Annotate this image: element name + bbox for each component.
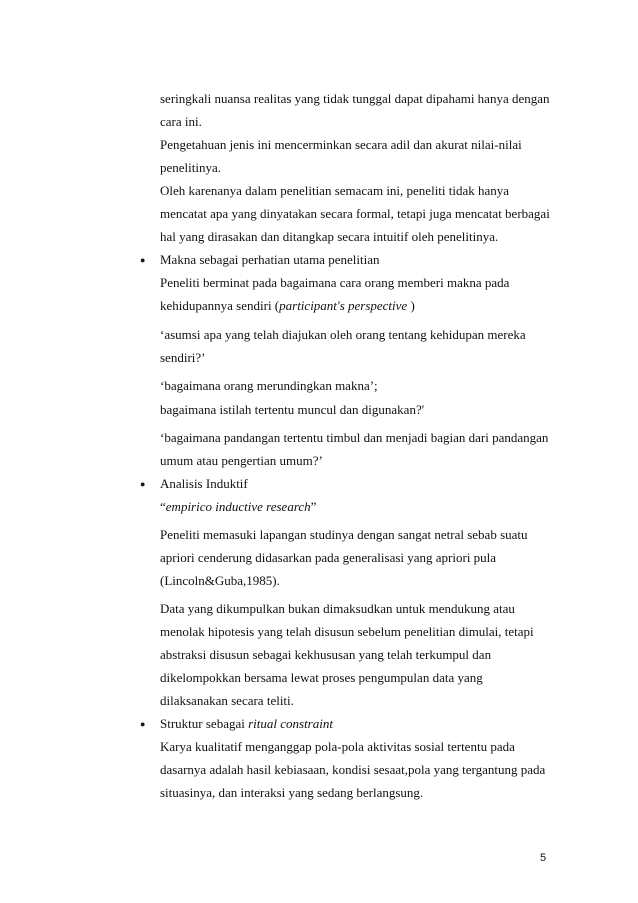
bullet-heading-struktur <box>160 716 333 732</box>
text-line <box>160 298 415 314</box>
text-line: Peneliti memasuki lapangan studinya dengan sangat netral sebab suatu <box>160 527 528 542</box>
text-line: Pengetahuan jenis ini mencerminkan secara adil dan akurat nilai-nilai <box>160 137 522 152</box>
text-line: hal yang dirasakan dan ditangkap secara intuitif oleh penelitinya. <box>160 229 499 244</box>
text-line: Peneliti berminat pada bagaimana cara orang memberi makna pada <box>160 275 510 290</box>
quote-line: ‘asumsi apa yang telah diajukan oleh orang tentang kehidupan mereka <box>160 327 526 342</box>
text-line: cara ini. <box>160 114 202 129</box>
quote-line: sendiri?’ <box>160 350 206 365</box>
text-line: seringkali nuansa realitas yang tidak tunggal dapat dipahami hanya dengan <box>160 91 550 106</box>
text-segment: Struktur sebagai <box>160 716 249 731</box>
quote-line: ‘bagaimana pandangan tertentu timbul dan menjadi bagian dari pandangan <box>160 430 549 445</box>
text-segment: ” <box>310 499 317 514</box>
text-line: menolak hipotesis yang telah disusun sebelum penelitian dimulai, tetapi <box>160 624 534 639</box>
italic-term: empirico inductive research <box>165 499 311 514</box>
bullet-icon: ● <box>140 719 146 729</box>
text-line: dilaksanakan secara teliti. <box>160 693 294 708</box>
quote-line: bagaimana istilah tertentu muncul dan digunakan?' <box>160 402 425 417</box>
text-line <box>160 499 316 515</box>
italic-term: ritual constraint <box>248 716 333 731</box>
quote-line: ‘bagaimana orang merundingkan makna’; <box>160 378 378 393</box>
bullet-heading-induktif: Analisis Induktif <box>160 476 248 491</box>
text-line: Data yang dikumpulkan bukan dimaksudkan untuk mendukung atau <box>160 601 515 616</box>
text-line: apriori cenderung didasarkan pada generalisasi yang apriori pula <box>160 550 497 565</box>
bullet-icon: ● <box>140 255 146 265</box>
quote-line: umum atau pengertian umum?’ <box>160 453 323 468</box>
italic-term: participant's perspective <box>279 298 408 313</box>
text-line: Karya kualitatif menganggap pola-pola aktivitas sosial tertentu pada <box>160 739 515 754</box>
text-line: (Lincoln&Guba,1985). <box>160 573 280 588</box>
bullet-heading-makna: Makna sebagai perhatian utama penelitian <box>160 252 380 267</box>
text-segment: ) <box>407 298 415 313</box>
text-line: mencatat apa yang dinyatakan secara formal, tetapi juga mencatat berbagai <box>160 206 550 221</box>
text-line: Oleh karenanya dalam penelitian semacam ini, peneliti tidak hanya <box>160 183 510 198</box>
text-line: penelitinya. <box>160 160 222 175</box>
text-line: abstraksi disusun sebagai kekhususan yang telah terkumpul dan <box>160 647 492 662</box>
text-segment: kehidupannya sendiri ( <box>160 298 280 313</box>
bullet-icon: ● <box>140 479 146 489</box>
text-line: dikelompokkan bersama lewat proses pengumpulan data yang <box>160 670 483 685</box>
text-line: situasinya, dan interaksi yang sedang berlangsung. <box>160 785 424 800</box>
text-line: dasarnya adalah hasil kebiasaan, kondisi sesaat,pola yang tergantung pada <box>160 762 546 777</box>
page-number: 5 <box>540 852 547 864</box>
text-segment: “ <box>160 499 166 514</box>
